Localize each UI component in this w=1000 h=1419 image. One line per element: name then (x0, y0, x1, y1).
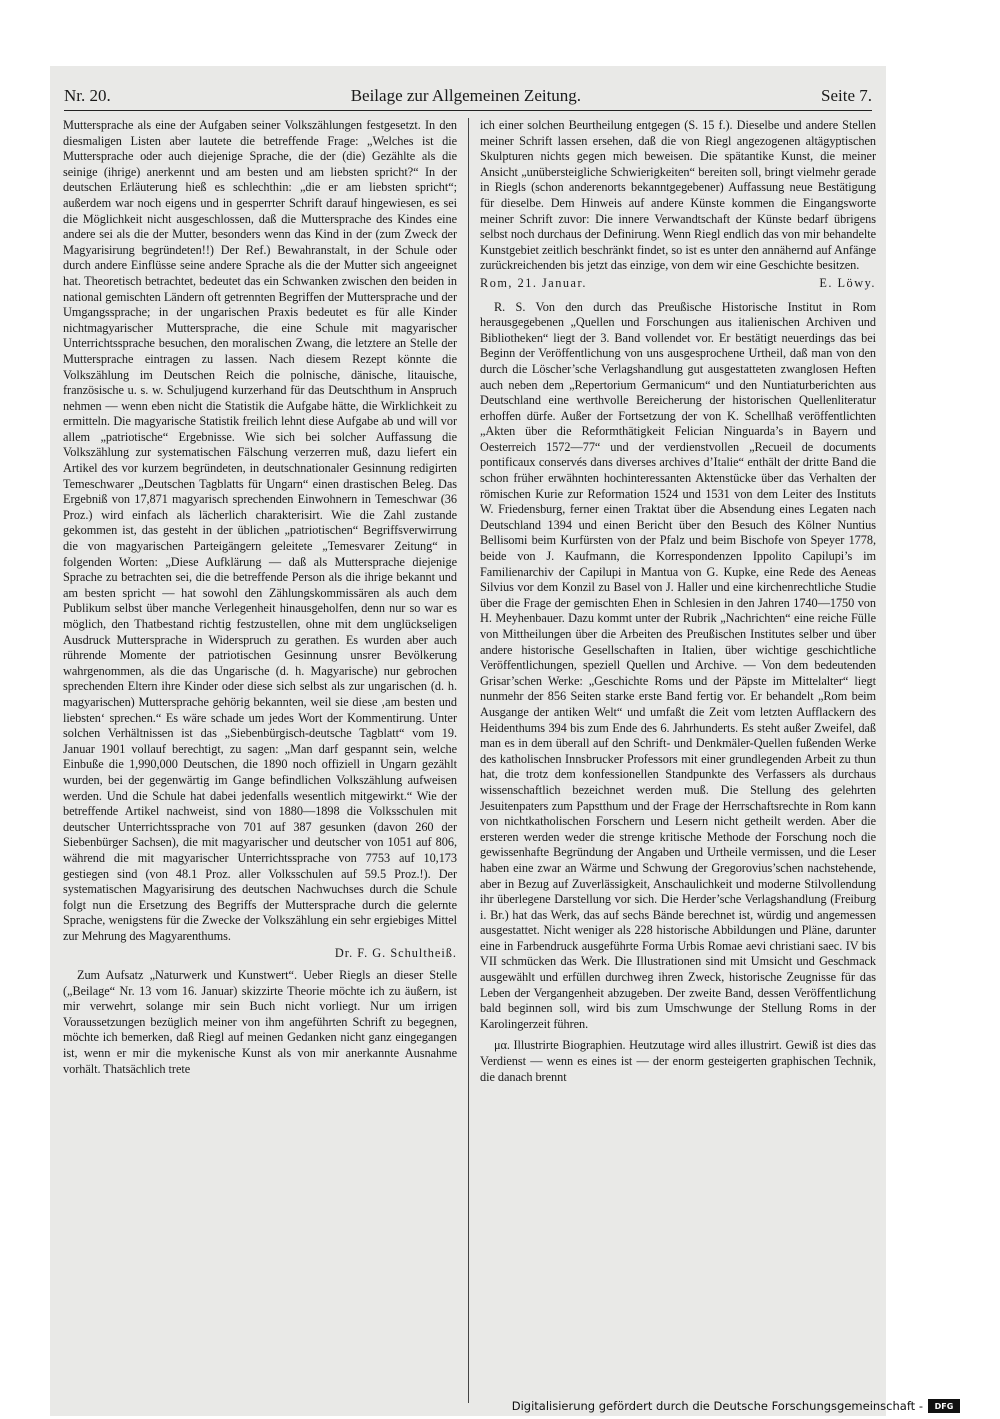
author-signature: Dr. F. G. Schultheiß. (334, 946, 457, 961)
supplement-title: Beilage zur Allgemeinen Zeitung. (350, 86, 582, 105)
article-paragraph: Muttersprache als eine der Aufgaben seiner Volkszählungen festgesetzt. In den diesmaligen Listen aber lautete die betreffende Frage: „Welches ist die Muttersprache oder auch diejenige Sprache, die der (die) Gezählte als die seinige (ihrige) anerkennt und am besten und am liebsten spricht?“ In der deutschen Erläuterung hieß es schlechthin: „die er am liebsten spricht“; außerdem war noch eigens und in gesperrter Schrift darauf hingewiesen, es sei die Möglichkeit nicht ausgeschlossen, daß die Muttersprache des Kindes eine andere sei als die der Mutter, besonders wenn das Kind in der (zum Zweck der Magyarisirung begründeten!!) Der Ref.) Bewahranstalt, in der Schule oder durch andere Einflüsse seine andere Sprache als die der Mutter sich angeeignet hat. Theoretisch betrachtet, bedeutet das ein Schwanken zwischen den beiden in national gemischten Ländern oft getrennten Begriffen der Muttersprache und der Umgangssprache; in der ungarischen Praxis bedeutet es für alle Kinder nichtmagyarischer Muttersprache, die eine Schule mit magyarischer Unterrichtssprache besuchen, den moralischen Zwang, die letztere an Stelle der Muttersprache eintragen zu lassen. Nach diesem Rezept könnte die Volkszählung im Deutschen Reich die polnische, dänische, litauische, französische u. s. w. Schuljugend kurzerhand für das Deutschthum in Anspruch nehmen — wenn eben nicht die Statistik die Aufgabe hätte, die Wirklichkeit zu ermitteln. Die magyarische Statistik freilich lehnt diese Aufgabe ab und will vor allem „patriotische“ Ergebnisse. Wie sich bei solcher Auffassung die Volkszählung zur systematischen Fälschung verzerren muß, dazu liefert ein Artikel des vor kurzem begründeten, in deutschnationaler Gesinnung redigirten Temeschwarer „Deutschen Tagblatts für Ungarn“ einen drastischen Beleg. Das Ergebniß von 17,871 magyarisch sprechenden Einwohnern in Temeschwar (36 Proz.) wird einfach als lächerlich charakterisirt. Wie die Zahl zustande gekommen ist, das gesteht in der üblichen „patriotischen“ Begriffsverwirrung die von magyarischen Parteigängern geleitete „Temesvarer Zeitung“ in folgenden Worten: „Diese Aufklärung — daß als Muttersprache diejenige Sprache zu betrachten sei, die die betreffende Person als die ihrige bekannt und am besten spricht — hat sowohl den Zählungskommissären als auch dem Publikum selbst über manche Verlegenheit hinausgeholfen, denn nur so war es möglich, den Thatbestand richtig festzustellen, ohne mit dem unglückseligen Ausdruck Muttersprache in Widerspruch zu gerathen. Es wurden aber auch rührende Momente der patriotischen Gesinnung unsrer Bevölkerung wahrgenommen, als die das Ungarische (d. h. Magyarische) nur gebrochen sprechenden Eltern ihre Kinder oder diese sich selbst als zur ungarischen (d. h. magyarischen) Muttersprache gehörig bekannten, weil sie diese ‚am besten und liebsten‘ sprechen.“ Es wäre schade um jedes Wort der Kommentirung. Unter solchen Verhältnissen ist das „Siebenbürgisch-deutsche Tagblatt“ vom 19. Januar 1901 vollauf berechtigt, zu sagen: „Man darf gespannt sein, welche Einbuße die 1,990,000 Deutschen, die 1890 noch offiziell in Ungarn gezählt wurden, bei der gegenwärtig im Gange befindlichen Volkszählung aufweisen werden. Und die Schule hat dabei jedenfalls wesentlich mitgewirkt.“ Wie der betreffende Artikel nachweist, sind von 1880—1898 die Volksschulen mit deutscher Unterrichtssprache von 701 auf 387 gesunken (davon 260 der Siebenbürger Sachsen), die mit magyarischer und deutscher von 1051 auf 806, während die mit magyarischer Unterrichtssprache von 7753 auf 10,173 gestiegen sind (von 48.1 Proz. aller Volksschulen auf 59.5 Proz.!). Der systematischen Magyarisirung des deutschen Nachwuchses durch die Schule folgt nun die Ersetzung des Begriffs der Muttersprache durch die gelernte Sprache, wenigstens für die Zwecke der Volkszählung ein sehr ergiebiges Mittel zur Mehrung des Magyarenthums. (63, 118, 457, 943)
dfg-logo-icon: DFG (928, 1399, 960, 1413)
page-number: Seite 7. (821, 86, 872, 105)
column-divider (468, 118, 469, 1403)
issue-number: Nr. 20. (64, 86, 111, 105)
newspaper-page (50, 66, 886, 1416)
footer-credit: Digitalisierung gefördert durch die Deutsche Forschungsgemeinschaft - (511, 1399, 923, 1413)
article-paragraph: R. S. Von den durch das Preußische Historische Institut in Rom herausgegebenen „Quellen und Forschungen aus italienischen Archiven und Bibliotheken“ liegt der 3. Band vollendet vor. Er bestätigt neuerdings das bei Beginn der Veröffentlichung von uns ausgesprochene Urtheil, daß man von den durch die Löscher’sche Verlagshandlung gut ausgestatteten zwanglosen Heften auch neben dem „Repertorium Germanicum“ und den Nuntiaturberichten aus Deutschland eine werthvolle Bereicherung der historischen Quellenliteratur erhoffen dürfe. Außer der Fortsetzung der von K. Schellhaß veröffentlichten „Akten über die Reformthätigkeit Felician Ninguarda’s in Bayern und Oesterreich 1572—77“ und der verdienstvollen „Recueil de documents pontificaux conservés dans diverses archives d’Italie“ enthält der dritte Band die schon früher erwähnten hochinteressanten Aktenstücke über das Verhalten der römischen Kurie zur Reformation 1524 und 1531 von dem Leiter des Instituts W. Friedensburg, ferner einen Traktat über die Absendung eines Legaten nach Deutschland 1394 und einen Bericht über den Besuch des Kölner Nuntius Bellisomi beim Kurfürsten von der Pfalz und beim Bischofe von Speyer 1778, beide von J. Kaufmann, die Korrespondenzen Ippolito Capilupi’s im Familienarchiv der Capilupi in Mantua von G. Kupke, eine Rede des Aeneas Silvius vor dem Konzil zu Basel von J. Haller und eine kirchenrechtliche Studie über die Frage der gemischten Ehen in Schlesien in den Jahren 1740—1750 von H. Meyhenbauer. Dazu kommt unter der Rubrik „Nachrichten“ eine reiche Fülle von Mittheilungen über die Arbeiten des Preußischen Institutes selber und über andere historische Gesellschaften in Italien, über wichtige geschichtliche Veröffentlichungen, speziell Quellen und Archive. — Von dem bedeutenden Grisar’schen Werke: „Geschichte Roms und der Päpste im Mittelalter“ liegt nunmehr der 856 Seiten starke erste Band fertig vor. Er behandelt „Rom beim Ausgange der antiken Welt“ und umfaßt die Zeit vom letzten Aufflackern des Heidenthums 394 bis zum Ende des 6. Jahrhunderts. Es steht außer Zweifel, daß man es in dem überall auf den Schrift- und Denkmäler-Quellen fußenden Werke des katholischen Innsbrucker Professors mit einer grundlegenden Arbeit zu thun hat, die trotz dem konfessionellen Standpunkte des Verfassers als durchaus wissenschaftlich bezeichnet werden muß. Die Stellung des gelehrten Jesuitenpaters zum Papstthum und der Frage der Herrschaftsrechte in Rom kann von nichtkatholischen Forschern und Lesern nicht getheilt werden. Aber die ersteren werden weder die strenge kritische Methode der Forschung noch die gewissenhafte Begründung der Angaben und Urtheile vermissen, und die Leser haben eine zwar an Wärme und Schwung der Gregorovius’schen nachstehende, aber in Bezug auf Zuverlässigkeit, Anschaulichkeit und moderne Stilvollendung ihr überlegene Darstellung vor sich. Die Herder’sche Verlagshandlung (Freiburg i. Br.) hat das Werk, das auf sechs Bände berechnet ist, würdig und angemessen ausgestattet. Nicht weniger als 228 historische Abbildungen und Pläne, darunter eine in Farbendruck ausgeführte Forma Urbis Romae aevi christiani saec. IV bis VII schmücken das Werk. Die Illustrationen sind mit Umsicht und Geschmack ausgewählt und erfüllen durchweg ihren Zweck, historische Zeugnisse für das Leben der Vergangenheit abzugeben. Der zweite Band, dessen Veröffentlichung bald beginnen soll, wird bis zum Umschwunge der Stellung Roms in der Karolingerzeit führen. (480, 299, 876, 1031)
place-date: Rom, 21. Januar. (480, 275, 587, 290)
page-header (64, 76, 872, 111)
digitization-footer (512, 1399, 960, 1413)
right-column (480, 118, 876, 1085)
left-column (63, 118, 457, 1077)
article-paragraph: Zum Aufsatz „Naturwerk und Kunstwert“. Ueber Riegls an dieser Stelle („Beilage“ Nr. 13 vom 16. Januar) skizzirte Theorie möchte ich zu äußern, ist mir verwehrt, solange mir sein Buch nicht vorliegt. Nur um irrigen Voraussetzungen bezüglich meiner von ihm angeführten Schrift zu begegnen, möchte ich bemerken, daß Riegl auf meinen Gedanken nicht ganz eingegangen ist, wenn er mir die mykenische Kunst als von mir anerkannte Ausnahme vorhält. Thatsächlich trete (63, 968, 457, 1076)
article-paragraph: μα. Illustrirte Biographien. Heutzutage wird alles illustrirt. Gewiß ist dies das Verdienst — wenn es eines ist — der enorm gesteigerten graphischen Technik, die danach brennt (480, 1038, 876, 1084)
author-signature: E. Löwy. (819, 275, 876, 290)
article-paragraph: ich einer solchen Beurtheilung entgegen (S. 15 f.). Dieselbe und andere Stellen meiner Schrift lassen ersehen, daß die von Riegl angezogenen altägyptischen Skulpturen nichts gegen mich beweisen. Die spätantike Kunst, die meiner Ansicht „unübersteigliche Schwierigkeiten“ bereiten soll, bringt vielmehr gerade in Riegls (schon anderenorts bekanntgegebener) Auffassung neue Bestätigung für dieselbe. Dem Hinweis auf andere Künste kommen die Eingangsworte meiner Schrift zuvor: Die innere Verwandtschaft der Künste bedarf übrigens selbst noch durchaus der Definirung. Wenn Riegl endlich das von mir behandelte Kunstgebiet zeitlich beschränkt findet, so ist es unter den annähernd auf Anfänge zurückreichenden bis jetzt das einzige, von dem wir eine Geschichte besitzen. (480, 118, 876, 273)
dateline-row (480, 276, 876, 292)
